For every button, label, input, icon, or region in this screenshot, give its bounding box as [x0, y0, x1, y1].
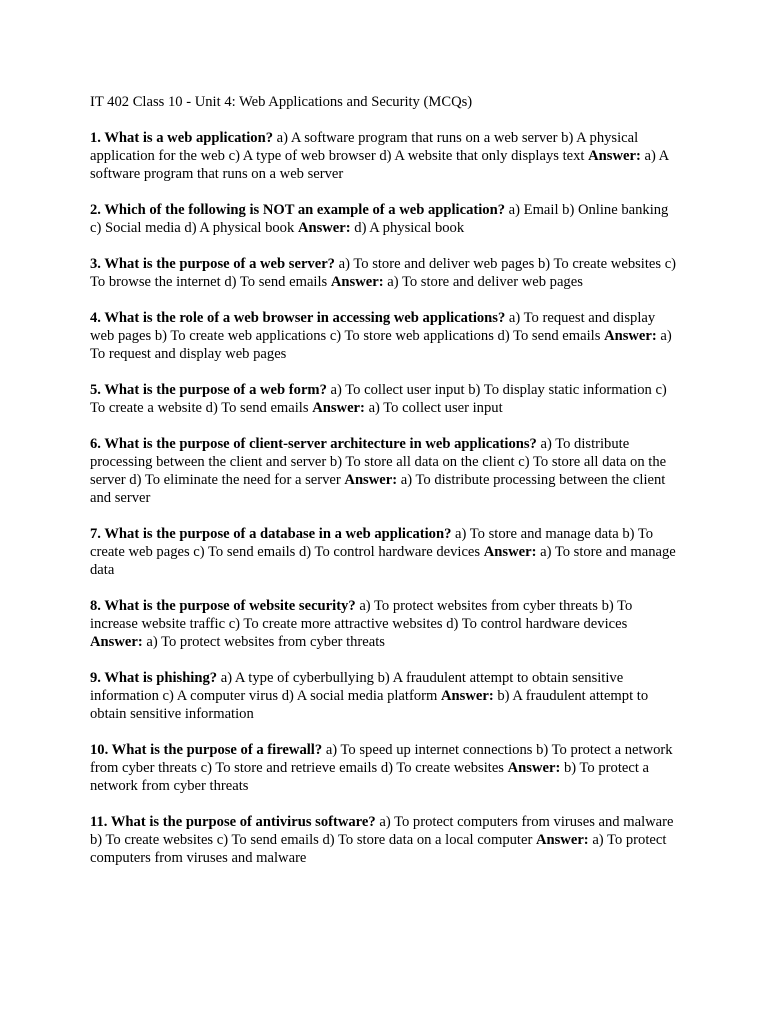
document-title: IT 402 Class 10 - Unit 4: Web Applications and Security (MCQs): [90, 94, 473, 110]
question-options: a) To speed up internet connections b) To protect a network from cyber threats c) To store and retrieve emails d) To create websites: [90, 742, 673, 776]
answer-text: a) To store and manage data: [90, 544, 676, 578]
answer-label: Answer:: [535, 832, 589, 848]
question-item: [90, 201, 682, 237]
answer-label: Answer:: [604, 328, 657, 344]
question-item: [90, 435, 682, 507]
question-options: a) To store and deliver web pages b) To create websites c) To browse the internet d) To send emails: [90, 256, 677, 290]
question-options: a) Email b) Online banking c) Social media d) A physical book: [90, 202, 669, 236]
question-options: a) To distribute processing between the client and server b) To store all data on the client c) To store all data on the server d) To eliminate the need for a server: [90, 436, 667, 488]
question-item: [90, 741, 682, 795]
answer-text: d) A physical book: [354, 220, 465, 236]
question-text: 3. What is the purpose of a web server?: [90, 256, 335, 272]
question-options: a) A software program that runs on a web server b) A physical application for the web c) A type of web browser d) A website that only displays text: [90, 130, 639, 164]
question-options: a) To request and display web pages b) To create web applications c) To store web applications d) To send emails: [90, 310, 656, 344]
answer-label: Answer:: [507, 760, 561, 776]
question-options: a) A type of cyberbullying b) A fraudulent attempt to obtain sensitive information c) A computer virus d) A social media platform: [90, 670, 624, 704]
question-text: 6. What is the purpose of client-server architecture in web applications?: [90, 436, 537, 452]
question-text: 2. Which of the following is NOT an example of a web application?: [90, 202, 506, 218]
answer-text: b) To protect a network from cyber threats: [90, 760, 650, 794]
question-text: 8. What is the purpose of website security?: [90, 598, 356, 614]
answer-text: a) To request and display web pages: [90, 328, 672, 362]
question-item: [90, 813, 682, 867]
question-text: 7. What is the purpose of a database in a web application?: [90, 526, 452, 542]
question-item: [90, 255, 682, 291]
question-item: [90, 669, 682, 723]
question-options: a) To collect user input b) To display static information c) To create a website d) To send emails: [90, 382, 667, 416]
question-item: [90, 597, 682, 651]
answer-text: b) A fraudulent attempt to obtain sensitive information: [90, 688, 649, 722]
answer-text: a) To distribute processing between the client and server: [90, 472, 666, 506]
answer-label: Answer:: [297, 220, 351, 236]
question-text: 9. What is phishing?: [90, 670, 218, 686]
question-text: 10. What is the purpose of a firewall?: [90, 742, 323, 758]
question-text: 5. What is the purpose of a web form?: [90, 382, 327, 398]
answer-label: Answer:: [441, 688, 494, 704]
question-text: 11. What is the purpose of antivirus software?: [90, 814, 376, 830]
question-item: [90, 129, 682, 183]
question-item: [90, 309, 682, 363]
answer-label: Answer:: [483, 544, 537, 560]
question-text: 1. What is a web application?: [90, 130, 273, 146]
question-list: [90, 129, 682, 867]
answer-label: Answer:: [588, 148, 641, 164]
question-item: [90, 525, 682, 579]
question-item: [90, 381, 682, 417]
answer-label: Answer:: [330, 274, 384, 290]
question-options: a) To protect websites from cyber threats b) To increase website traffic c) To create more attractive websites d) To control hardware devices: [90, 598, 633, 632]
answer-text: a) A software program that runs on a web server: [90, 148, 669, 182]
answer-label: Answer:: [90, 634, 143, 650]
answer-text: a) To store and deliver web pages: [387, 274, 583, 290]
answer-text: a) To protect computers from viruses and malware: [90, 832, 667, 866]
answer-label: Answer:: [312, 400, 365, 416]
answer-text: a) To collect user input: [368, 400, 503, 416]
question-options: a) To store and manage data b) To create web pages c) To send emails d) To control hardware devices: [90, 526, 654, 560]
question-text: 4. What is the role of a web browser in accessing web applications?: [90, 310, 506, 326]
answer-text: a) To protect websites from cyber threats: [146, 634, 385, 650]
question-options: a) To protect computers from viruses and malware b) To create websites c) To send emails d) To store data on a local computer: [90, 814, 674, 848]
answer-label: Answer:: [344, 472, 398, 488]
document-page: [90, 93, 682, 885]
